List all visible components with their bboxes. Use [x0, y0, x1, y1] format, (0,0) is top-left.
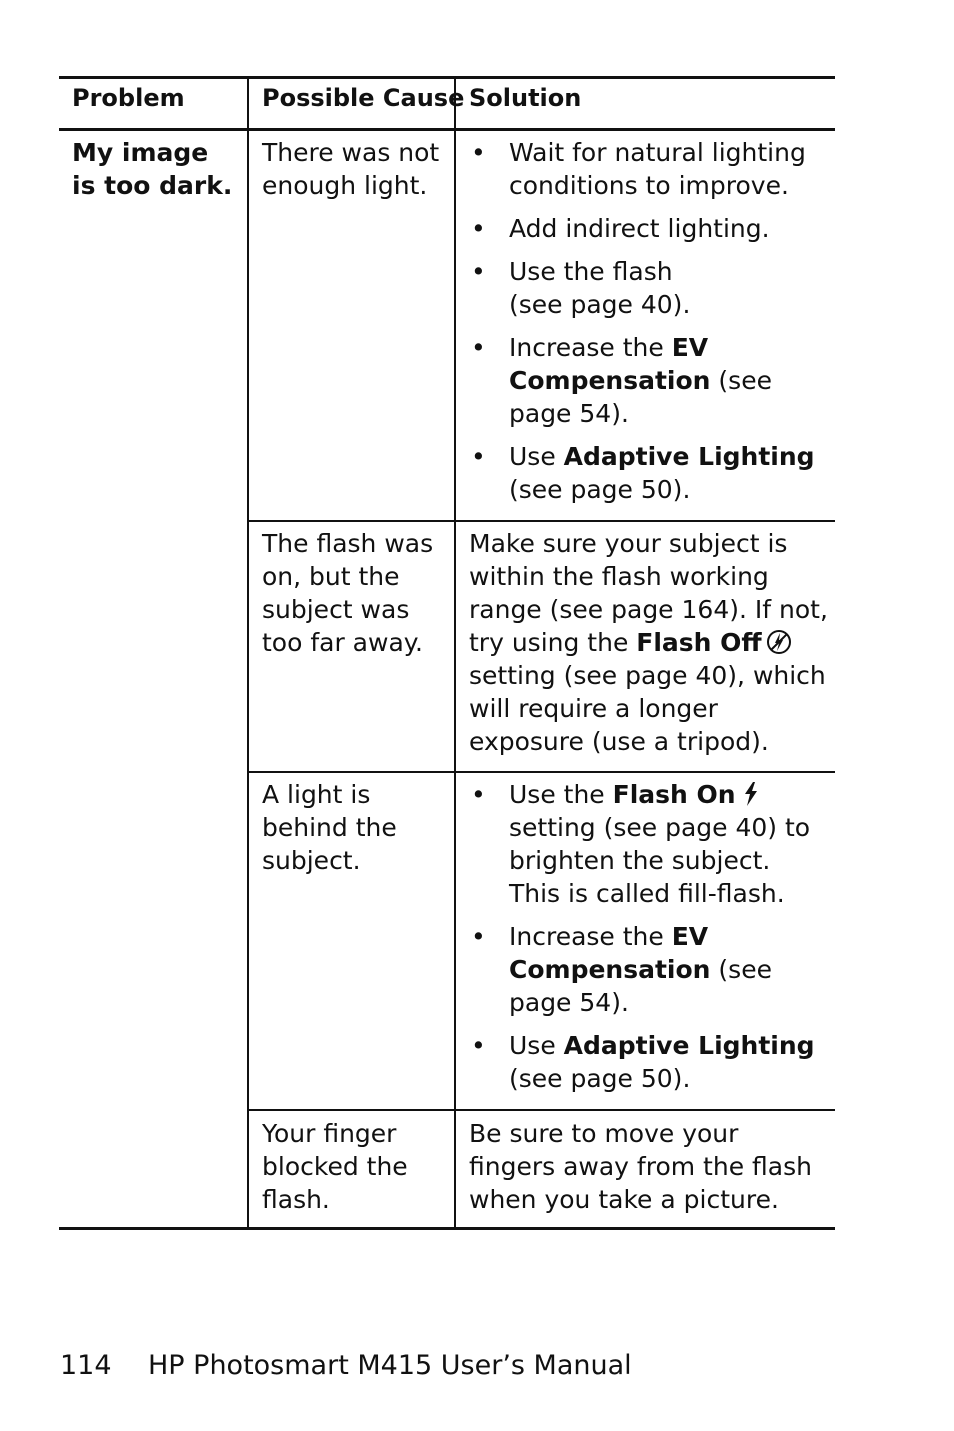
manual-title: HP Photosmart M415 User’s Manual [148, 1350, 632, 1381]
list-item: • Increase the EV Compensation (see page 54). [469, 920, 829, 1019]
solution-list [469, 136, 829, 506]
flash-off-icon [766, 629, 792, 655]
solution-paragraph: Be sure to move your fingers away from the flash when you take a picture. [469, 1119, 812, 1214]
header-problem: Problem [72, 84, 185, 112]
header-bottom-rule [59, 128, 835, 131]
row-divider [248, 1109, 835, 1111]
column-divider [454, 76, 456, 1230]
solution-paragraph: Make sure your subject is within the flash working range (see page 164). If not, try using the Flash Off setting (see page 40), which will require a longer exposure (use a tripod). [469, 529, 828, 756]
row-divider [248, 520, 835, 522]
list-item: • Use the flash (see page 40). [469, 255, 829, 321]
list-item: • Add indirect lighting. [469, 212, 829, 245]
solution-cell [469, 778, 829, 1105]
list-item: • Increase the EV Compensation (see page 54). [469, 331, 829, 430]
list-item: • Wait for natural lighting conditions to improve. [469, 136, 829, 202]
header-solution: Solution [469, 84, 582, 112]
cause-text: There was not enough light. [262, 138, 440, 200]
solution-list [469, 778, 829, 1095]
flash-on-icon [740, 781, 766, 807]
list-item: • Use Adaptive Lighting (see page 50). [469, 1029, 829, 1095]
page-footer [60, 1350, 632, 1381]
list-item: • Use Adaptive Lighting (see page 50). [469, 440, 829, 506]
cause-text: The flash was on, but the subject was too far away. [262, 529, 434, 657]
problem-text: My image is too dark. [72, 138, 233, 200]
cause-text: Your finger blocked the flash. [262, 1119, 408, 1214]
column-divider [247, 76, 249, 1230]
table-bottom-rule [59, 1227, 835, 1230]
page-number: 114 [60, 1350, 112, 1381]
cause-text: A light is behind the subject. [262, 780, 397, 875]
solution-cell [469, 136, 829, 516]
table-top-rule [59, 76, 835, 79]
header-possible-cause: Possible Cause [262, 84, 465, 112]
list-item: • Use the Flash On setting (see page 40) to brighten the subject. This is called fill-flash. [469, 778, 829, 910]
row-divider [248, 771, 835, 773]
